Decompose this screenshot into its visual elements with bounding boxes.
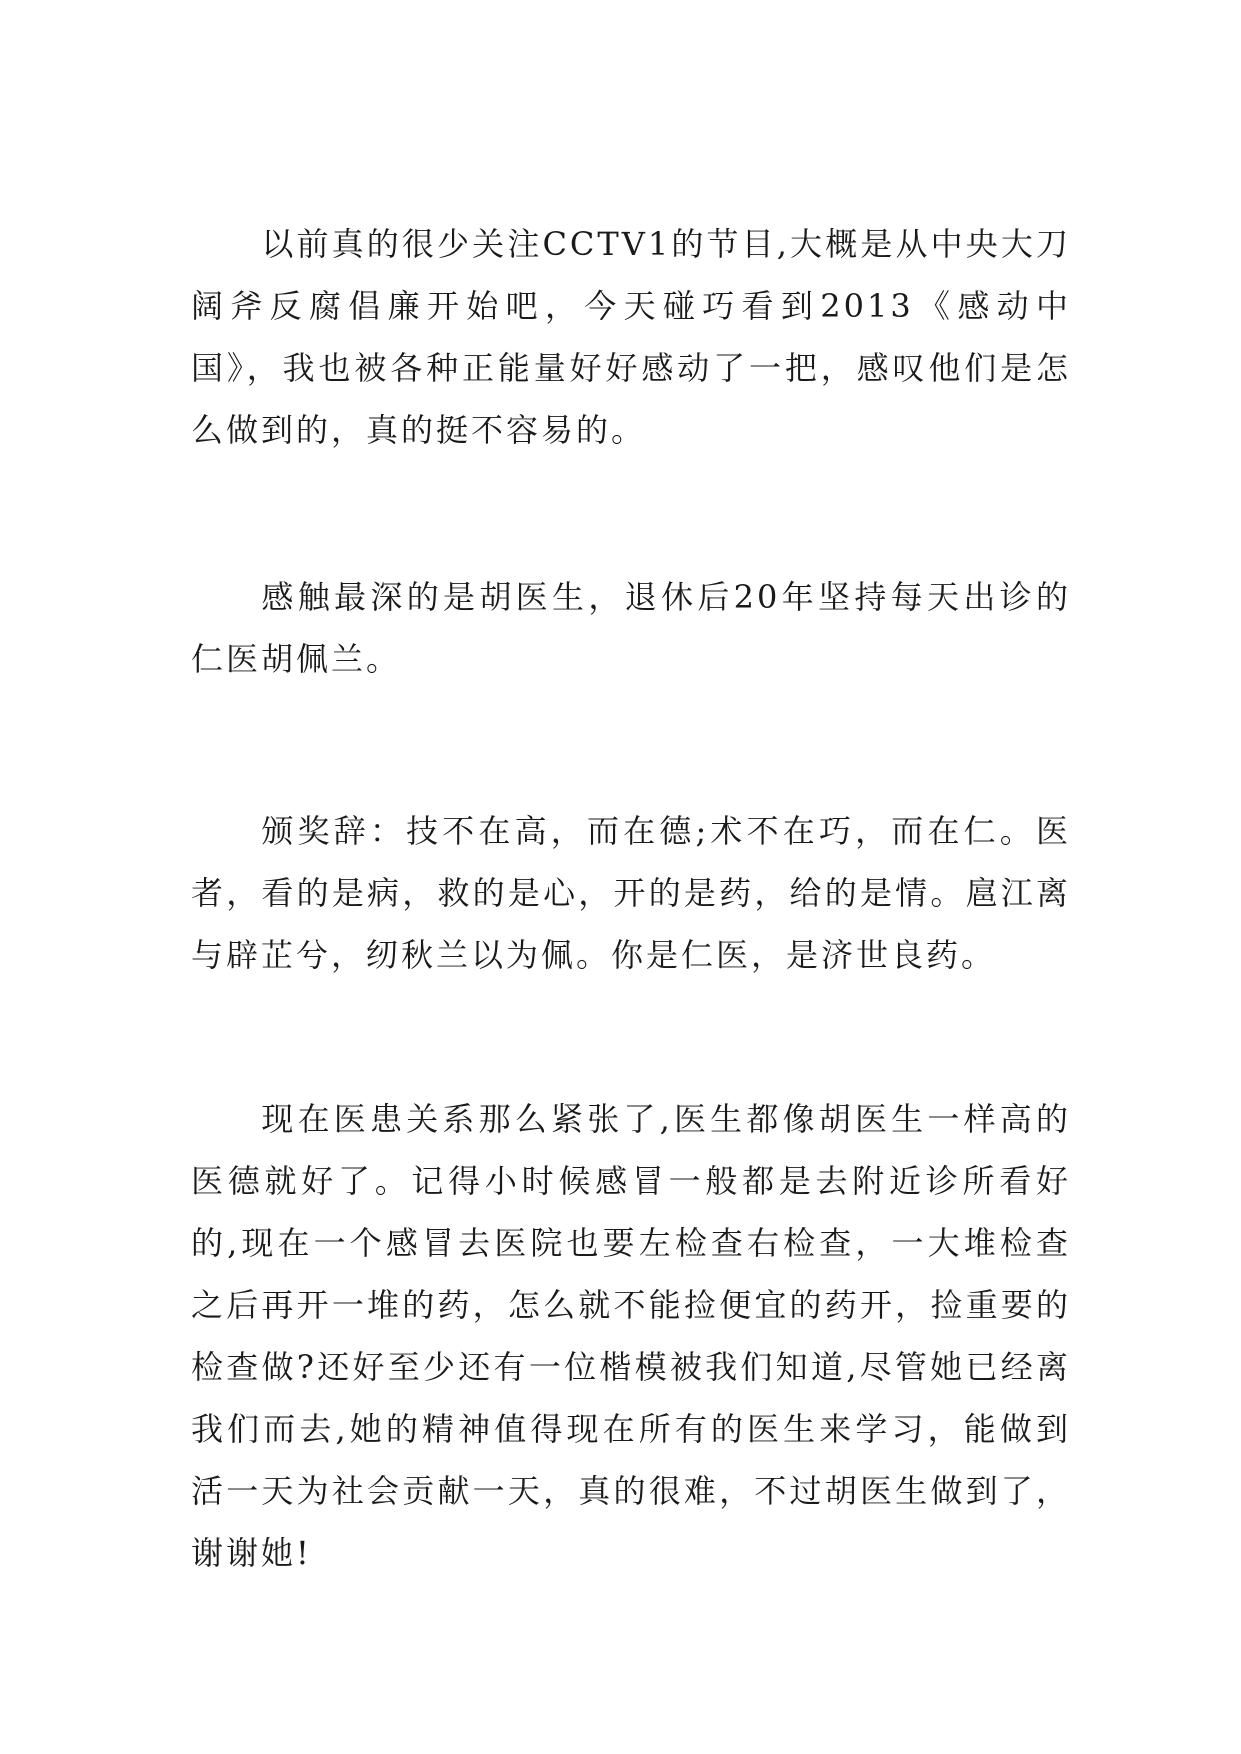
paragraph-intro: 以前真的很少关注CCTV1的节目,大概是从中央大刀阔斧反腐倡廉开始吧，今天碰巧看到2013《感动中国》，我也被各种正能量好好感动了一把，感叹他们是怎么做到的，真的挺不容易的。 [191, 225, 1071, 449]
paragraph-award-citation: 颁奖辞：技不在高，而在德;术不在巧，而在仁。医者，看的是病，救的是心，开的是药，给的是情。扈江离与辟芷兮，纫秋兰以为佩。你是仁医，是济世良药。 [191, 812, 1071, 974]
paragraph-reflection: 现在医患关系那么紧张了,医生都像胡医生一样高的医德就好了。记得小时候感冒一般都是去附近诊所看好的,现在一个感冒去医院也要左检查右检查，一大堆检查之后再开一堆的药，怎么就不能捡便宜的药开，捡重要的检查做?还好至少还有一位楷模被我们知道,尽管她已经离我们而去,她的精神值得现在所有的医生来学习，能做到活一天为社会贡献一天，真的很难，不过胡医生做到了，谢谢她! [191, 1100, 1071, 1572]
paragraph-doctor-hu: 感触最深的是胡医生，退休后20年坚持每天出诊的仁医胡佩兰。 [191, 578, 1071, 678]
